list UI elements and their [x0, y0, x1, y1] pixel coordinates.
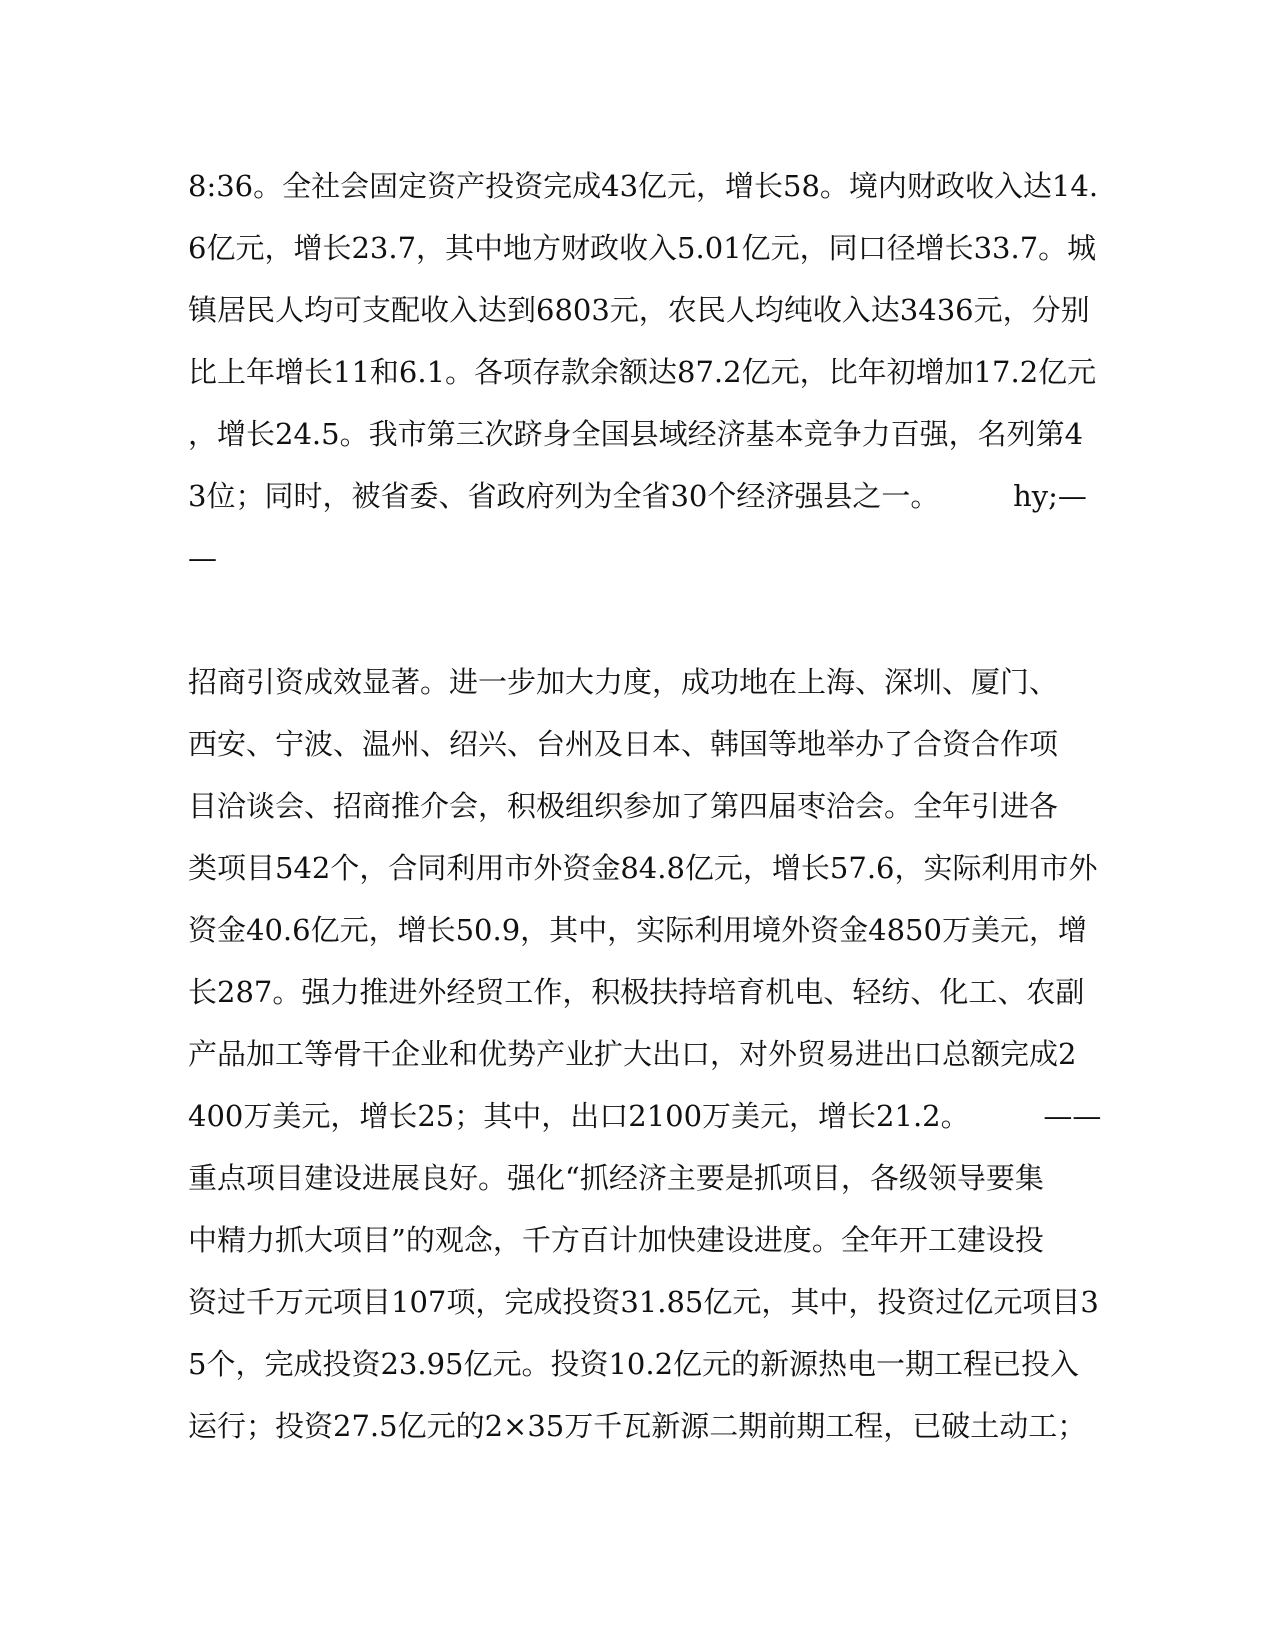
text-line: 8:36。全社会固定资产投资完成43亿元，增长58。境内财政收入达14. [188, 169, 1099, 203]
text-line: 西安、宁波、温州、绍兴、台州及日本、韩国等地举办了合资合作项 [188, 727, 1059, 761]
text-line: — [188, 541, 217, 575]
body-text [188, 155, 1102, 1457]
text-line: 6亿元，增长23.7，其中地方财政收入5.01亿元，同口径增长33.7。城 [188, 231, 1097, 265]
text-line: 类项目542个，合同利用市外资金84.8亿元，增长57.6，实际利用市外 [188, 851, 1098, 885]
text-line: 比上年增长11和6.1。各项存款余额达87.2亿元，比年初增加17.2亿元 [188, 355, 1097, 389]
text-line: 资金40.6亿元，增长50.9，其中，实际利用境外资金4850万美元，增 [188, 913, 1087, 947]
text-line: 目洽谈会、招商推介会，积极组织参加了第四届枣洽会。全年引进各 [188, 789, 1059, 823]
text-line: 资过千万元项目107项，完成投资31.85亿元，其中，投资过亿元项目3 [188, 1285, 1099, 1319]
text-line: 产品加工等骨干企业和优势产业扩大出口，对外贸易进出口总额完成2 [188, 1037, 1077, 1071]
text-line: 镇居民人均可支配收入达到6803元，农民人均纯收入达3436元，分别 [188, 293, 1090, 327]
text-line: 长287。强力推进外经贸工作，积极扶持培育机电、轻纺、化工、农副 [188, 975, 1085, 1009]
text-line: 重点项目建设进展良好。强化“抓经济主要是抓项目，各级领导要集 [188, 1161, 1044, 1195]
text-line: 中精力抓大项目”的观念，千方百计加快建设进度。全年开工建设投 [188, 1223, 1044, 1257]
text-line: 招商引资成效显著。进一步加大力度，成功地在上海、深圳、厦门、 [188, 665, 1059, 699]
text-line: 运行；投资27.5亿元的2×35万千瓦新源二期前期工程，已破土动工； [188, 1409, 1087, 1443]
text-line: 5个，完成投资23.95亿元。投资10.2亿元的新源热电一期工程已投入 [188, 1347, 1080, 1381]
text-line: 3位；同时，被省委、省政府列为全省30个经济强县之一。 hy;— [188, 479, 1087, 513]
paragraph-gap [188, 589, 1048, 651]
text-line: 400万美元，增长25；其中，出口2100万美元，增长21.2。 —— [188, 1099, 1102, 1133]
text-line: ，增长24.5。我市第三次跻身全国县域经济基本竞争力百强，名列第4 [188, 417, 1084, 451]
